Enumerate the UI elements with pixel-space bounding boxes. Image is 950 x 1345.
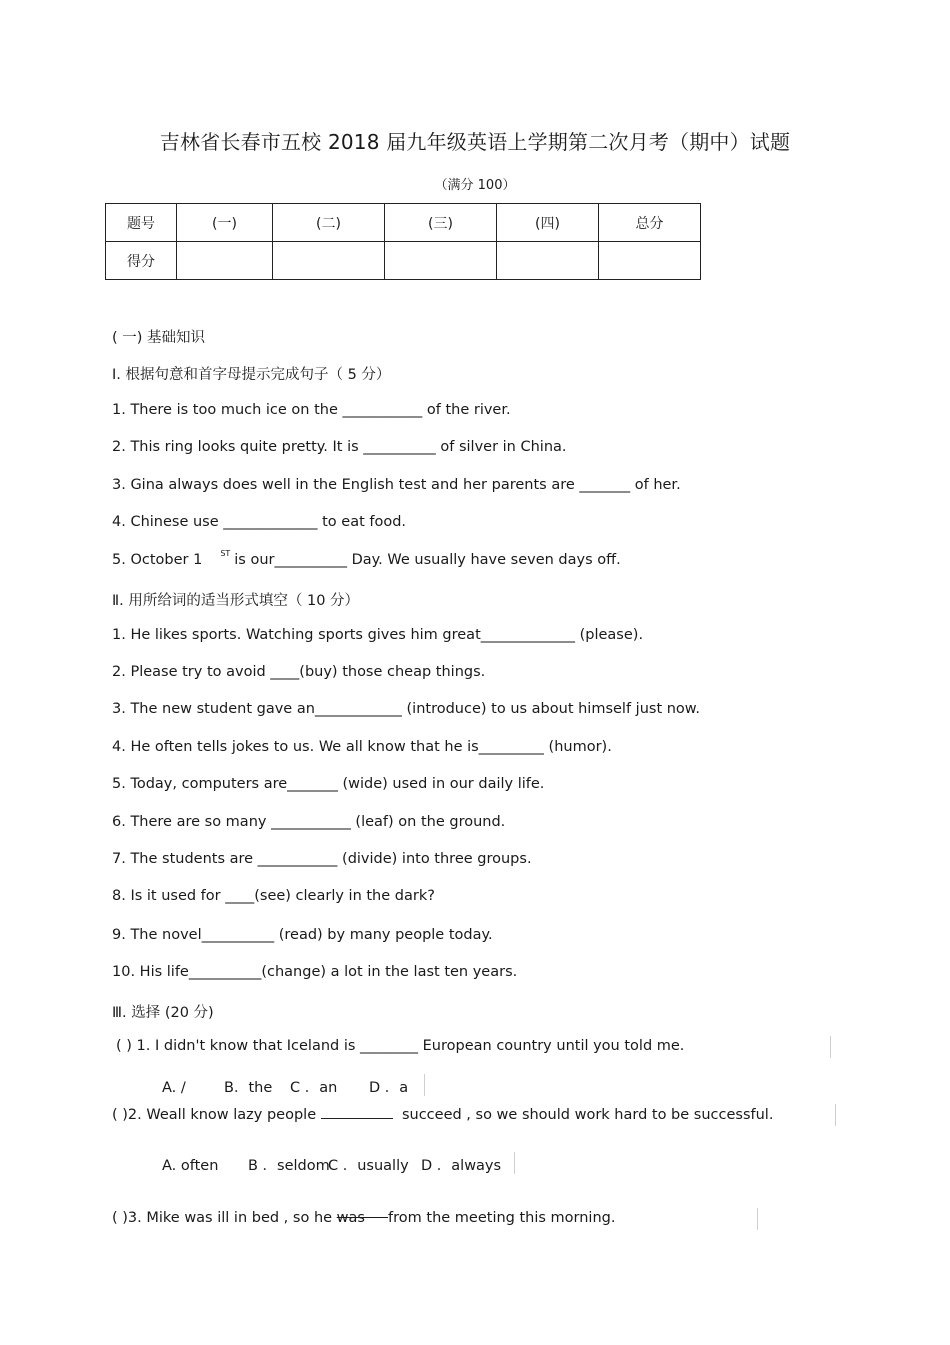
page-title: 吉林省长春市五校 2018 届九年级英语上学期第二次月考（期中）试题 bbox=[159, 130, 791, 154]
score-table-header-cell: 题号 bbox=[106, 204, 177, 242]
q3-prefix: ( )3. Mike was ill in bed , so he bbox=[112, 1210, 333, 1226]
score-table-header-cell: 总分 bbox=[599, 204, 701, 242]
score-table-header-cell: (四) bbox=[497, 204, 599, 242]
score-cell bbox=[385, 242, 497, 280]
score-cell bbox=[599, 242, 701, 280]
question-item: 1. There is too much ice on the ___________ of the river. bbox=[112, 402, 511, 418]
score-cell bbox=[497, 242, 599, 280]
mc-options-2 bbox=[162, 1154, 501, 1175]
part3-heading: Ⅲ. 选择 (20 分) bbox=[112, 1005, 214, 1021]
question-item: 1. He likes sports. Watching sports gives him great_____________ (please). bbox=[112, 627, 644, 643]
item5-prefix: 5. October 1 bbox=[112, 552, 203, 568]
mc-question-2 bbox=[112, 1106, 773, 1123]
score-table-header-cell: (三) bbox=[385, 204, 497, 242]
score-cell bbox=[177, 242, 273, 280]
question-item: 8. Is it used for ____(see) clearly in the dark? bbox=[112, 888, 435, 904]
option-d: D ．always bbox=[421, 1158, 502, 1174]
score-table-header-cell: (二) bbox=[273, 204, 385, 242]
divider bbox=[424, 1074, 425, 1096]
question-item: 7. The students are ___________ (divide) into three groups. bbox=[112, 851, 532, 867]
score-table-header-cell: (一) bbox=[177, 204, 273, 242]
question-item: 3. The new student gave an____________ (introduce) to us about himself just now. bbox=[112, 701, 700, 717]
question-item: 6. There are so many ___________ (leaf) on the ground. bbox=[112, 814, 506, 830]
q2-suffix: succeed , so we should work hard to be successful. bbox=[401, 1107, 774, 1123]
question-item: 2. Please try to avoid ____(buy) those cheap things. bbox=[112, 664, 486, 680]
option-d: D ．a bbox=[369, 1080, 409, 1096]
mc-options-1 bbox=[162, 1076, 408, 1097]
struck-word: was bbox=[336, 1210, 365, 1226]
section-heading: ( 一) 基础知识 bbox=[112, 330, 206, 346]
score-cell bbox=[273, 242, 385, 280]
question-item: 4. He often tells jokes to us. We all know that he is_________ (humor). bbox=[112, 739, 612, 755]
divider bbox=[830, 1036, 831, 1058]
divider bbox=[757, 1208, 758, 1230]
question-item: 9. The novel__________ (read) by many people today. bbox=[112, 927, 493, 943]
option-c: C ．usually bbox=[328, 1158, 409, 1174]
strike-line bbox=[365, 1210, 388, 1226]
mc-question-1: ( ) 1. I didn't know that Iceland is ________ European country until you told me. bbox=[116, 1038, 685, 1054]
question-item: 2. This ring looks quite pretty. It is __________ of silver in China. bbox=[112, 439, 567, 455]
question-item bbox=[112, 549, 621, 568]
option-b: B ．seldom bbox=[248, 1158, 330, 1174]
question-item: 5. Today, computers are_______ (wide) used in our daily life. bbox=[112, 776, 545, 792]
option-b: B．the bbox=[224, 1080, 273, 1096]
item5-suffix: is our__________ Day. We usually have seven days off. bbox=[234, 552, 621, 568]
score-table-header-row bbox=[106, 204, 701, 242]
full-score-note: （满分 100） bbox=[434, 178, 516, 193]
option-c: C ．an bbox=[290, 1080, 338, 1096]
question-item: 3. Gina always does well in the English test and her parents are _______ of her. bbox=[112, 477, 681, 493]
score-row-label: 得分 bbox=[106, 242, 177, 280]
part2-heading: Ⅱ. 用所给词的适当形式填空（ 10 分） bbox=[112, 593, 360, 609]
mc-question-3 bbox=[112, 1210, 615, 1226]
ordinal-superscript: ST bbox=[220, 549, 231, 558]
score-table bbox=[105, 203, 701, 280]
score-table-score-row bbox=[106, 242, 701, 280]
q2-prefix: ( )2. Weall know lazy people bbox=[112, 1107, 317, 1123]
option-a: A. often bbox=[162, 1158, 219, 1174]
answer-blank bbox=[321, 1106, 393, 1119]
part1-heading: Ⅰ. 根据句意和首字母提示完成句子（ 5 分） bbox=[112, 367, 391, 383]
question-item: 4. Chinese use _____________ to eat food. bbox=[112, 514, 407, 530]
question-item: 10. His life__________(change) a lot in the last ten years. bbox=[112, 964, 518, 980]
q3-suffix: from the meeting this morning. bbox=[388, 1210, 616, 1226]
divider bbox=[835, 1104, 836, 1126]
divider bbox=[514, 1152, 515, 1174]
option-a: A. / bbox=[162, 1080, 186, 1096]
